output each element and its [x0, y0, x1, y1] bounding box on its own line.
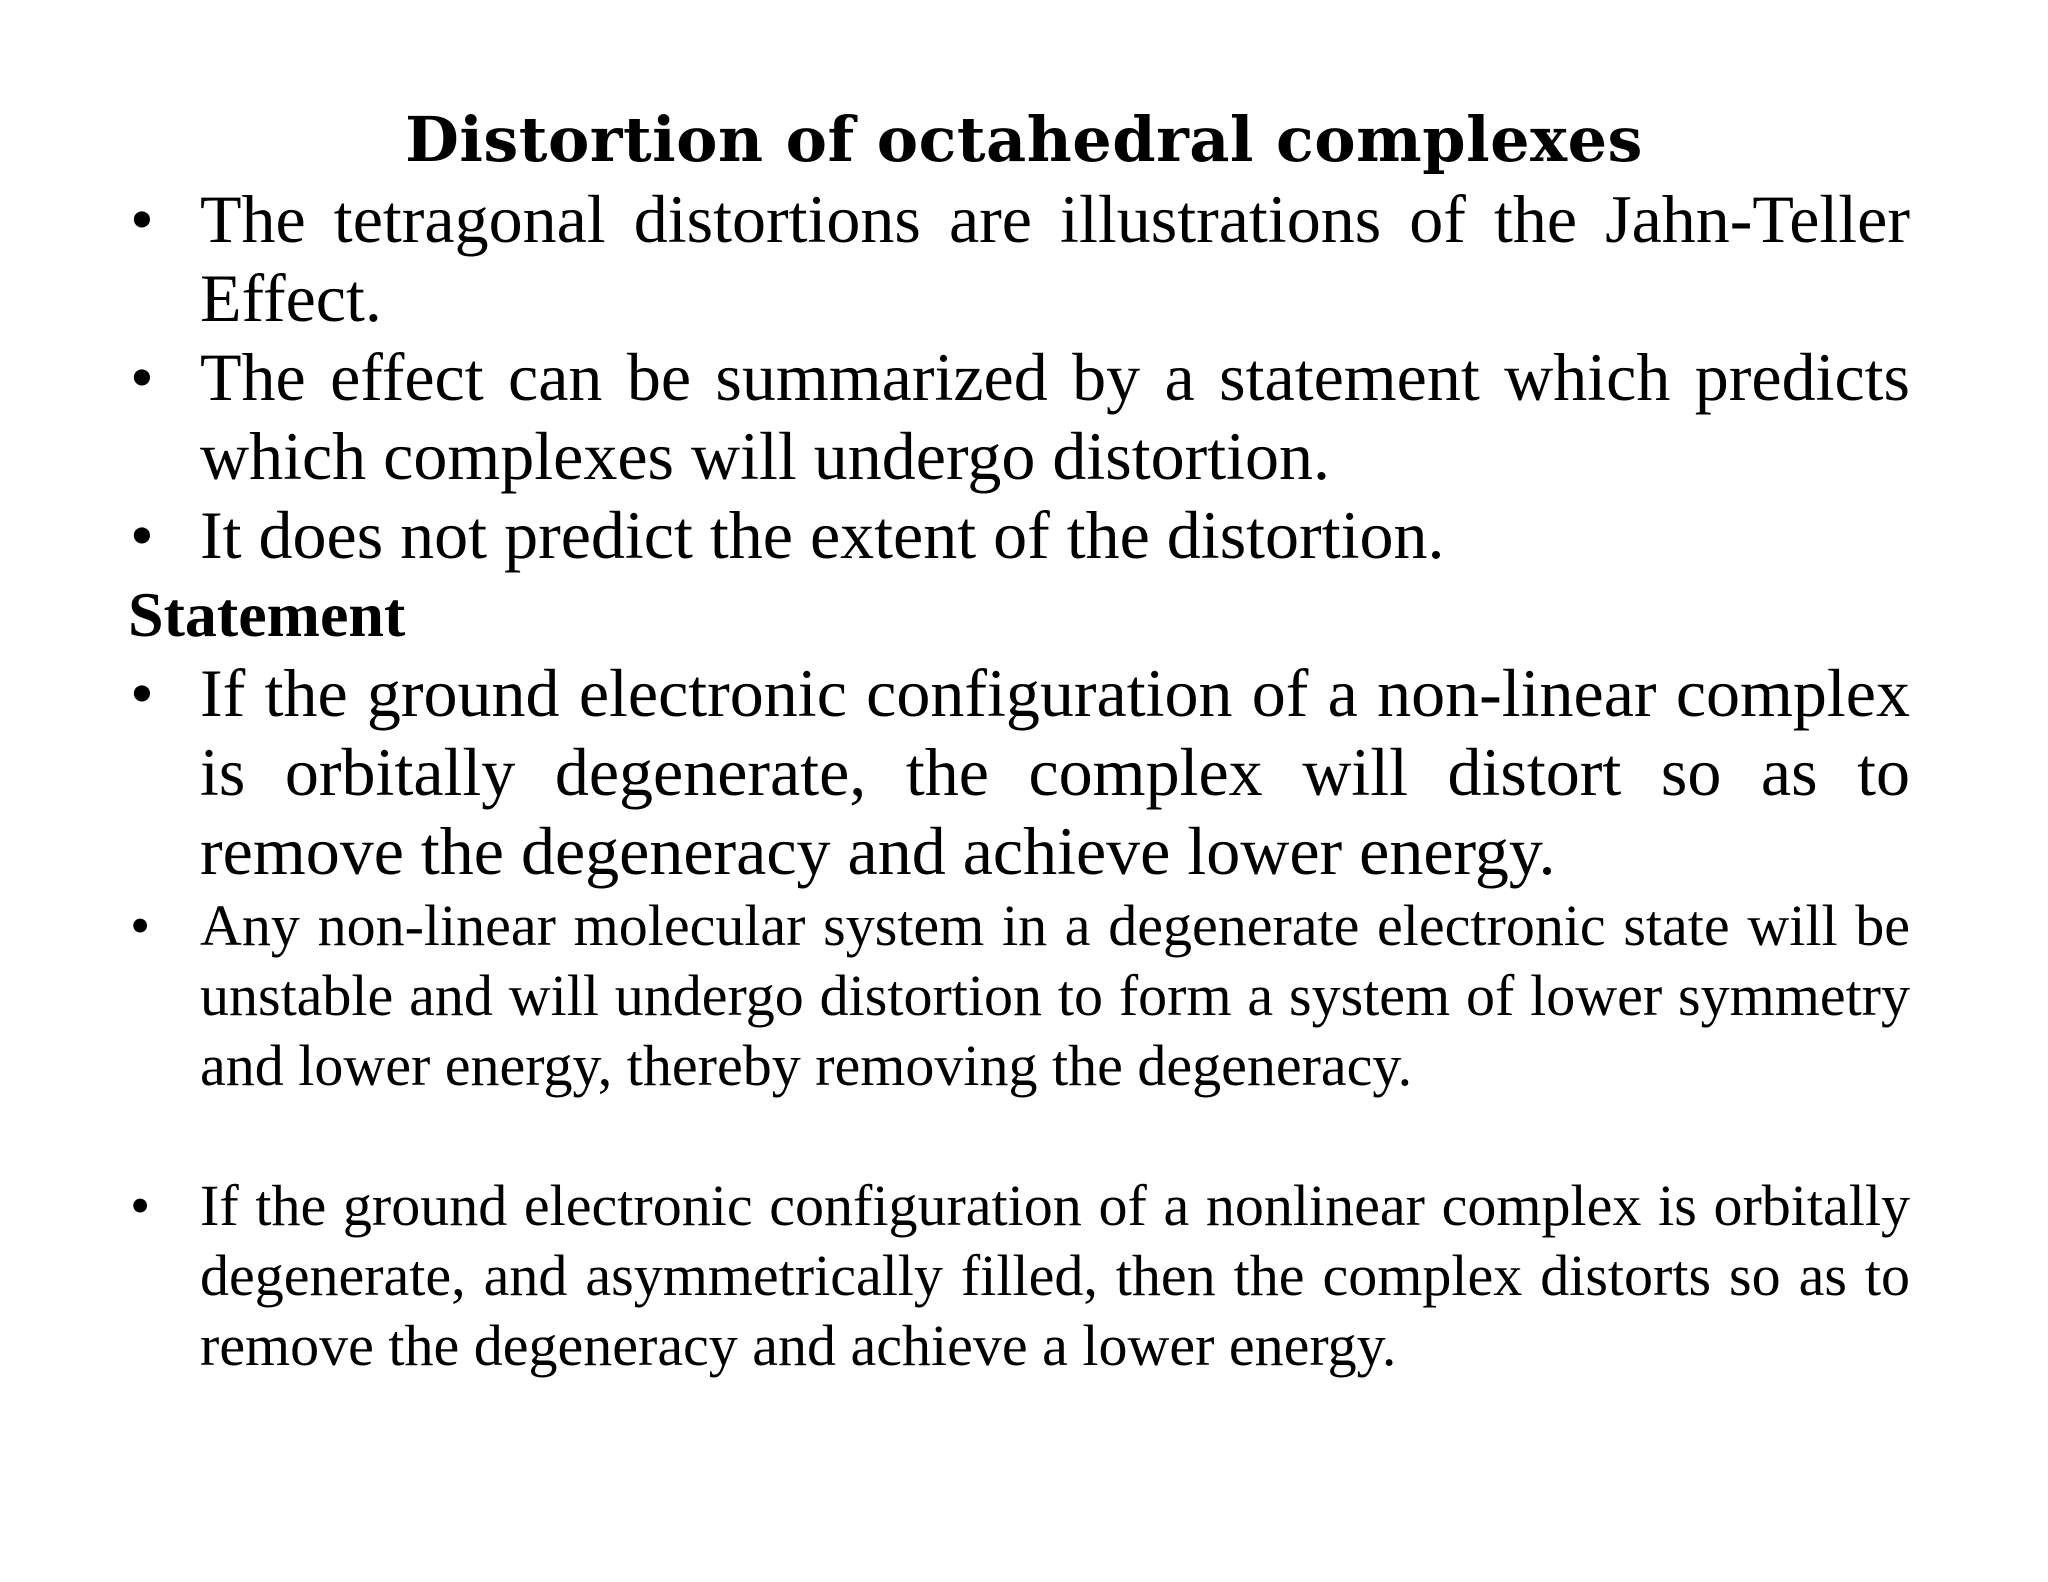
statement-point-1	[130, 654, 1910, 891]
bullet: •	[130, 339, 154, 415]
bullet: •	[130, 893, 151, 958]
intro-point-text: The tetragonal distortions are illustrations of the Jahn-Teller Effect.	[200, 181, 1910, 336]
statement-point-text: If the ground electronic configuration of a non-linear complex is orbitally degenerate, the complex will distort so as to remove the degeneracy and achieve lower energy.	[200, 655, 1910, 889]
bullet: •	[130, 1173, 151, 1238]
statement-point-2	[130, 891, 1910, 1101]
bullet: •	[130, 655, 154, 731]
intro-point-text: The effect can be summarized by a statement which predicts which complexes will undergo distortion.	[200, 339, 1910, 494]
intro-point-1	[130, 180, 1910, 338]
statement-point-text: If the ground electronic configuration of a nonlinear complex is orbitally degenerate, and asymmetrically filled, then the complex distorts so as to remove the degeneracy and achieve a lower energy.	[200, 1173, 1910, 1378]
intro-point-text: It does not predict the extent of the distortion.	[200, 497, 1445, 573]
statement-heading: Statement	[128, 579, 406, 650]
slide-title: Distortion of octahedral complexes	[405, 103, 1643, 176]
intro-point-3	[130, 496, 1910, 575]
statement-point-3	[130, 1171, 1910, 1381]
intro-point-2	[130, 338, 1910, 496]
bullet: •	[130, 497, 154, 573]
statement-point-text: Any non-linear molecular system in a degenerate electronic state will be unstable and will undergo distortion to form a system of lower symmetry and lower energy, thereby removing the degeneracy.	[200, 893, 1910, 1098]
bullet: •	[130, 181, 154, 257]
